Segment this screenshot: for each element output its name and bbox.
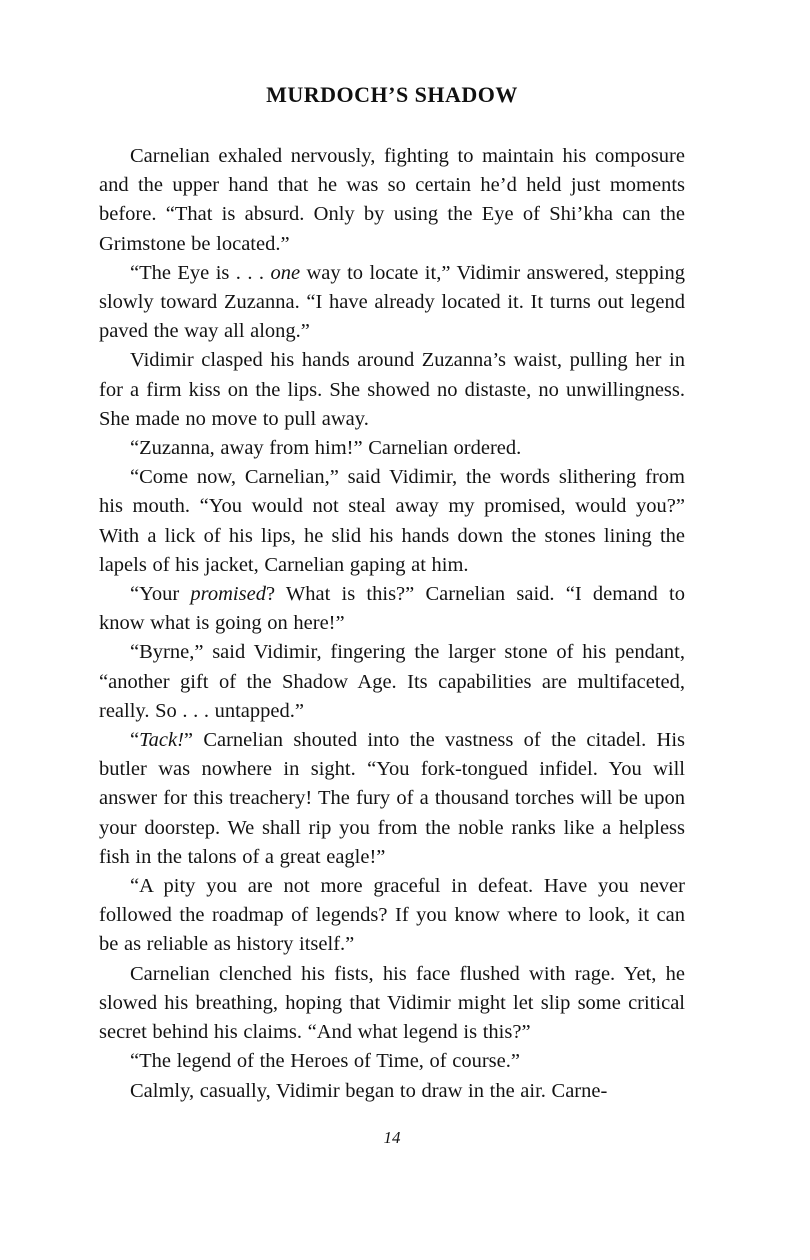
italic-text-run: promised [190, 583, 266, 606]
text-block [99, 0, 685, 1106]
text-run: “Byrne,” said Vidimir, fingering the larger stone of his pendant, “another gift of the Shadow Age. Its capabilities are multifaceted, really. So . . . untapped.” [99, 641, 685, 722]
paragraph [99, 726, 685, 872]
text-run: Carnelian exhaled nervously, fighting to maintain his composure and the upper hand that he was so certain he’d held just moments before. “That is absurd. Only by using the Eye of Shi’kha can the Grimstone be located.” [99, 145, 685, 255]
paragraph [99, 872, 685, 960]
text-run: “The legend of the Heroes of Time, of course.” [130, 1050, 520, 1073]
text-run: Carnelian clenched his fists, his face flushed with rage. Yet, he slowed his breathing, hoping that Vidimir might let slip some critical secret behind his claims. “And what legend is this?” [99, 962, 685, 1044]
page-number: 14 [383, 1128, 401, 1147]
paragraph [99, 580, 685, 638]
paragraph [99, 434, 685, 463]
italic-text-run: Tack! [139, 729, 184, 752]
text-run: ” Carnelian shouted into the vastness of the citadel. His butler was nowhere in sight. “You fork-tongued infidel. You will answer for this treachery! The fury of a thousand torches will be upon your doorstep. We shall rip you from the noble ranks like a helpless fish in the talons of a great eagle!” [99, 729, 685, 868]
text-run: Vidimir clasped his hands around Zuzanna’s waist, pulling her in for a firm kiss on the lips. She showed no distaste, no unwillingness. She made no move to pull away. [99, 349, 685, 430]
text-run: “Your [130, 583, 191, 606]
text-run: Calmly, casually, Vidimir began to draw in the air. Carne- [130, 1079, 608, 1102]
paragraph [99, 1077, 685, 1106]
text-run: “Zuzanna, away from him!” Carnelian ordered. [130, 437, 522, 460]
paragraph [99, 142, 685, 259]
paragraph [99, 463, 685, 580]
paragraph [99, 960, 685, 1048]
paragraph [99, 259, 685, 347]
italic-text-run: one [270, 261, 301, 284]
text-run: “The Eye is . . . [130, 261, 271, 284]
text-run: way to locate it,” Vidimir answered, stepping slowly toward Zuzanna. “I have already located it. It turns out legend paved the way all along.” [99, 261, 686, 343]
paragraph [99, 346, 685, 434]
body-text [99, 142, 685, 1106]
text-run: ? What is this?” Carnelian said. “I demand to know what is going on here!” [99, 583, 685, 635]
paragraph [99, 1047, 685, 1076]
text-run: “ [130, 729, 140, 752]
paragraph [99, 638, 685, 726]
text-run: “A pity you are not more graceful in defeat. Have you never followed the roadmap of legends? If you know where to look, it can be as reliable as history itself.” [99, 875, 685, 956]
text-run: “Come now, Carnelian,” said Vidimir, the words slithering from his mouth. “You would not steal away my promised, would you?” With a lick of his lips, he slid his hands down the stones lining the lapels of his jacket, Carnelian gaping at him. [99, 466, 685, 576]
page-title: MURDOCH’S SHADOW [266, 82, 518, 107]
